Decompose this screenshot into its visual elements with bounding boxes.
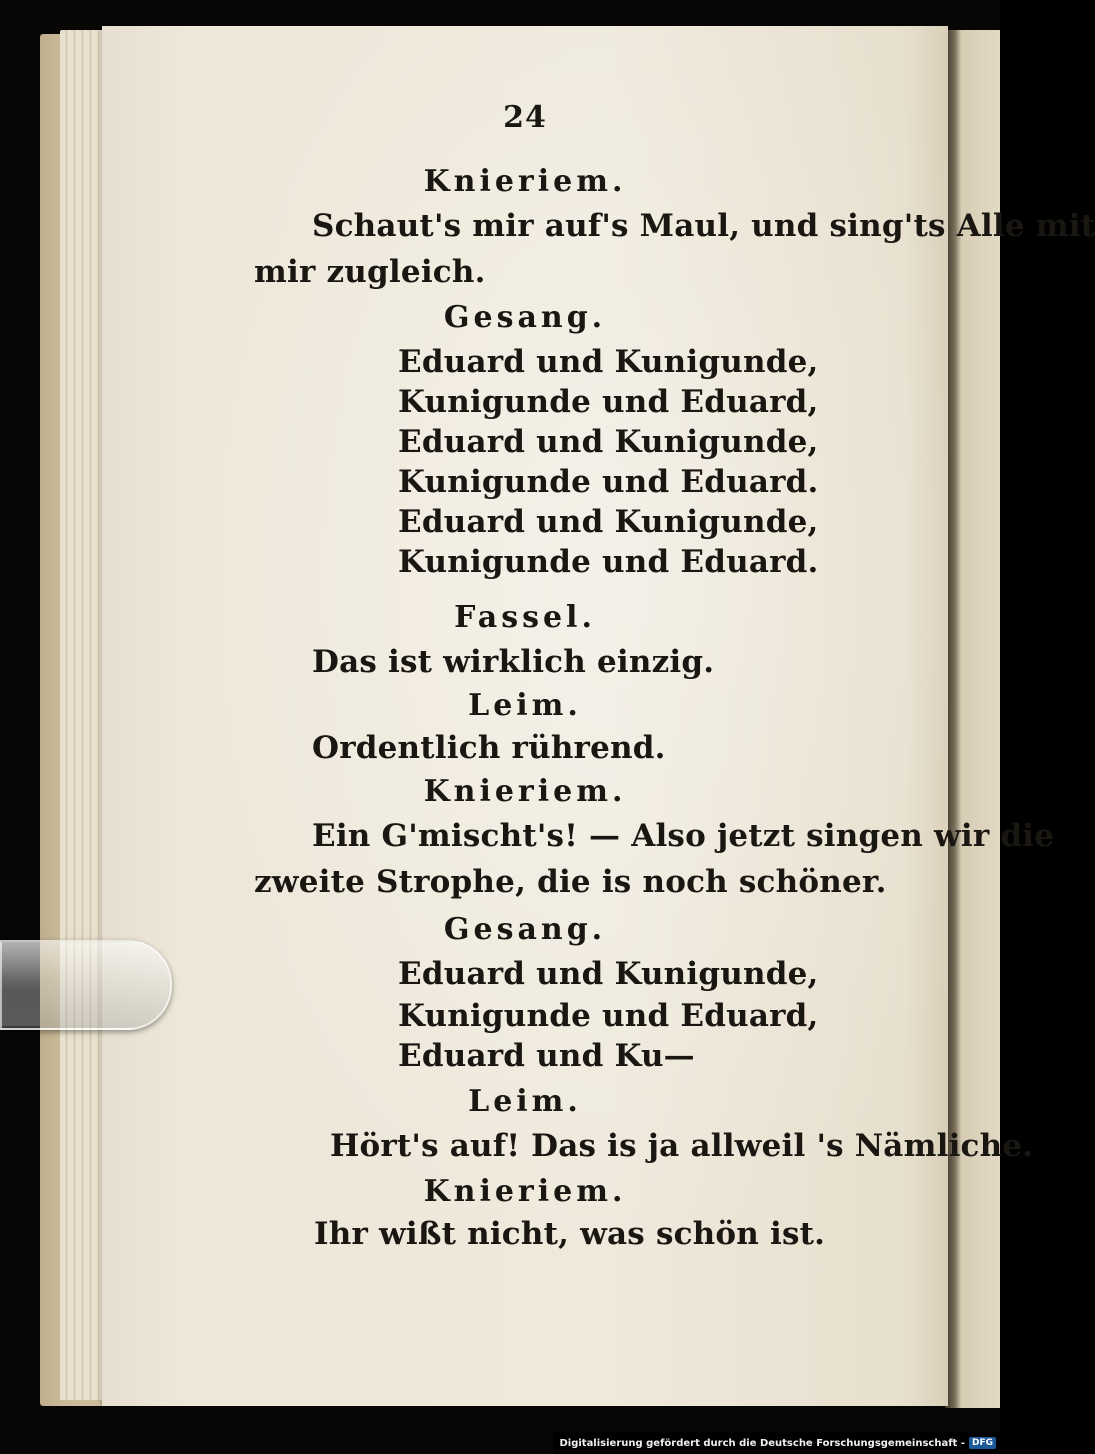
prose-line: Hört's auf! Das is ja allweil 's Nämliche. (330, 1128, 1034, 1164)
book-page (102, 26, 1095, 1406)
page-text (102, 26, 1095, 1406)
verse-line: Eduard und Kunigunde, (398, 344, 819, 380)
dfg-logo-icon: DFG (969, 1437, 996, 1449)
prose-line: mir zugleich. (254, 254, 486, 290)
speaker-name: Knieriem. (423, 164, 627, 199)
prose-line: zweite Strophe, die is noch schöner. (254, 864, 887, 900)
page-clamp (0, 940, 172, 1030)
verse-line: Eduard und Ku— (398, 1038, 695, 1074)
prose-line: Das ist wirklich einzig. (312, 644, 715, 680)
verse-line: Kunigunde und Eduard, (398, 998, 819, 1034)
prose-line: Ordentlich rührend. (312, 730, 666, 766)
speaker-name: Knieriem. (423, 1174, 627, 1209)
verse-line: Kunigunde und Eduard. (398, 544, 819, 580)
verse-line: Eduard und Kunigunde, (398, 956, 819, 992)
prose-line: Schaut's mir auf's Maul, und sing'ts Alle mit (312, 208, 1095, 244)
verse-line: Kunigunde und Eduard, (398, 384, 819, 420)
speaker-name: Leim. (468, 1084, 582, 1119)
speaker-name: Knieriem. (423, 774, 627, 809)
speaker-name: Leim. (468, 688, 582, 723)
page-number: 24 (503, 100, 547, 135)
prose-line: Ihr wißt nicht, was schön ist. (314, 1216, 826, 1252)
footer-credit: Digitalisierung gefördert durch die Deutsche Forschungsgemeinschaft - (559, 1437, 965, 1449)
digitization-footer (553, 1432, 1000, 1454)
section-heading: Gesang. (443, 300, 607, 335)
speaker-name: Fassel. (454, 600, 596, 635)
verse-line: Eduard und Kunigunde, (398, 504, 819, 540)
prose-line: Ein G'mischt's! — Also jetzt singen wir die (312, 818, 1055, 854)
verse-line: Eduard und Kunigunde, (398, 424, 819, 460)
section-heading: Gesang. (443, 912, 607, 947)
verse-line: Kunigunde und Eduard. (398, 464, 819, 500)
